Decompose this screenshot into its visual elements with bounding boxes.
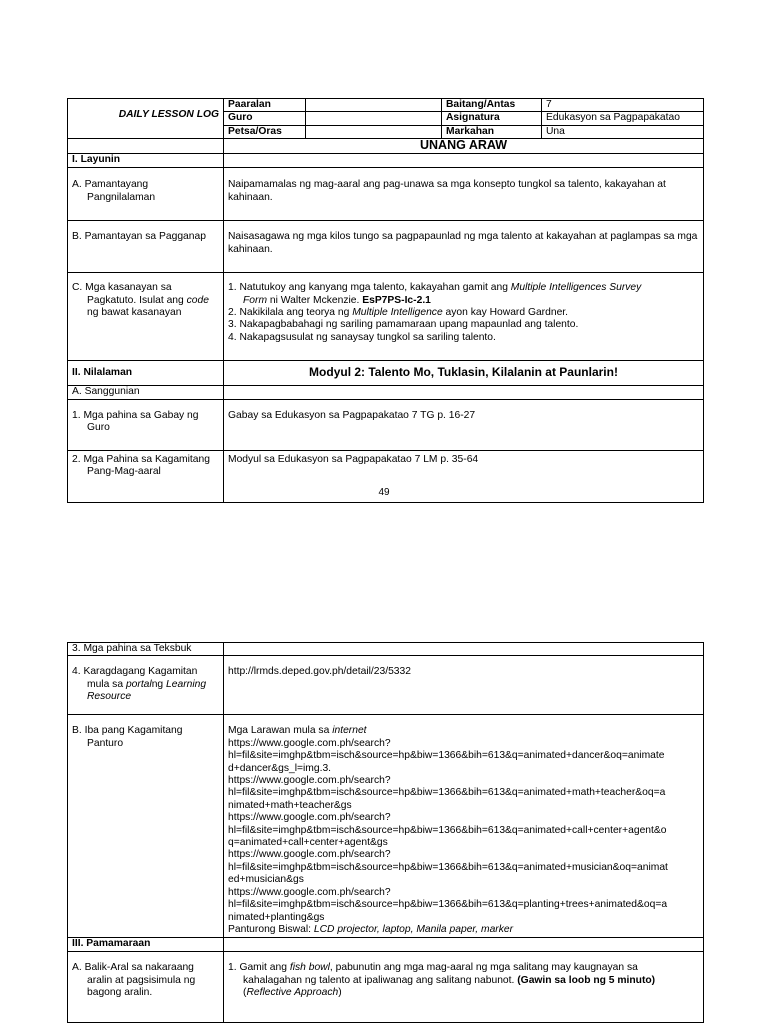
- iba-pang-kagamitan-content: Mga Larawan mula sa internet https://www.google.com.ph/search? hl=fil&site=imghp&tbm=isch&source=hp&biw=1366&bih=613&q=animated+dancer&oq=animate d+dancer&gs_l=img.3. https://www.google.com.ph/search? hl=fil&site=imghp&tbm=isch&source=hp&biw=1366&bih=613&q=animated+math+teacher&oq=a nimated+math+teacher&gs https://www.google.com.ph/search? hl=fil&site=imghp&tbm=isch&source=hp&biw=1366&bih=613&q=animated+call+center+agent&o q=animated+call+center+agent&gs https://www.google.com.ph/search? hl=fil&site=imghp&tbm=isch&source=hp&biw=1366&bih=613&q=animated+musician&oq=animat ed+musician&gs https://www.google.com.ph/search? hl=fil&site=imghp&tbm=isch&source=hp&biw=1366&bih=613&q=planting+trees+animated&oq=a nimated+planting&gs Panturong Biswal: LCD projector, laptop, Manila paper, marker: [224, 715, 704, 938]
- sanggunian-heading: A. Sanggunian: [68, 386, 224, 399]
- kasanayan-list: 1. Natutukoy ang kanyang mga talento, kakayahan gamit ang Multiple Intelligences Survey Form ni Walter Mckenzie. EsP7PS-Ic-2.1 2. Nakikilala ang teorya ng Multiple Intelligence ayon kay Howard Gardner. 3. Nakapagbabahagi ng sariling pamamaraan upang mapaunlad ang talento. 4. Nakapagsusulat ng sanaysay tungkol sa sariling talento.: [224, 273, 704, 361]
- link-line[interactable]: https://www.google.com.ph/search?: [228, 886, 391, 898]
- link-line[interactable]: ed+musician&gs: [228, 874, 304, 886]
- page-number: 49: [378, 487, 390, 498]
- link-line[interactable]: q=animated+call+center+agent&gs: [228, 837, 388, 849]
- baitang-value: 7: [542, 99, 704, 112]
- link-line[interactable]: hl=fil&site=imghp&tbm=isch&source=hp&biw=1366&bih=613&q=animated+math+teacher&oq=a: [228, 787, 666, 799]
- gabay-guro-text: Gabay sa Edukasyon sa Pagpapakatao 7 TG p. 16-27: [224, 399, 704, 450]
- link-line[interactable]: hl=fil&site=imghp&tbm=isch&source=hp&biw=1366&bih=613&q=animated+call+center+agent&o: [228, 824, 667, 836]
- paaralan-value: [306, 99, 442, 112]
- markahan-value: Una: [542, 125, 704, 138]
- daily-lesson-log-title: DAILY LESSON LOG: [68, 99, 224, 139]
- guro-value: [306, 112, 442, 125]
- petsa-value: [306, 125, 442, 138]
- pamantayang-text: Naipamamalas ng mag-aaral ang pag-unawa sa mga konsepto tungkol sa talento, kakayahan at kahinaan.: [224, 168, 704, 221]
- baitang-label: Baitang/Antas: [442, 99, 542, 112]
- pamantayang-label: A. Pamantayang Pangnilalaman: [68, 168, 224, 221]
- link-line[interactable]: nimated+planting&gs: [228, 911, 325, 923]
- link-line[interactable]: https://www.google.com.ph/search?: [228, 775, 391, 787]
- paaralan-label: Paaralan: [224, 99, 306, 112]
- guro-label: Guro: [224, 112, 306, 125]
- kagamitang-mag-aaral-text: Modyul sa Edukasyon sa Pagpapakatao 7 LM p. 35-64: [224, 450, 704, 502]
- layunin-heading: I. Layunin: [68, 154, 224, 168]
- teksbuk-label: 3. Mga pahina sa Teksbuk: [68, 643, 224, 656]
- iba-pang-kagamitan-label: B. Iba pang Kagamitang Panturo: [68, 715, 224, 938]
- link-line[interactable]: nimated+math+teacher&gs: [228, 799, 352, 811]
- pamamaraan-heading: III. Pamamaraan: [68, 938, 224, 952]
- balik-aral-text: 1. Gamit ang fish bowl, pabunutin ang mga mag-aaral ng mga salitang may kaugnayan sa kahalagahan ng talento at ipaliwanag ang salitang nabunot. (Gawin sa loob ng 5 minuto) (Reflective Approach): [224, 952, 704, 1023]
- link-line[interactable]: hl=fil&site=imghp&tbm=isch&source=hp&biw=1366&bih=613&q=animated+musician&oq=animat: [228, 861, 668, 873]
- karagdagang-label: 4. Karagdagang Kagamitan mula sa portalng Learning Resource: [68, 656, 224, 715]
- link-line[interactable]: https://www.google.com.ph/search?: [228, 812, 391, 824]
- link-line[interactable]: https://www.google.com.ph/search?: [228, 737, 391, 749]
- link-line[interactable]: d+dancer&gs_l=img.3.: [228, 762, 332, 774]
- link-line[interactable]: hl=fil&site=imghp&tbm=isch&source=hp&biw=1366&bih=613&q=planting+trees+animated&oq=a: [228, 899, 668, 911]
- lesson-log-table-page2: [67, 642, 704, 1023]
- gabay-guro-label: 1. Mga pahina sa Gabay ng Guro: [68, 399, 224, 450]
- day-heading: UNANG ARAW: [224, 139, 704, 154]
- day-blank: [68, 139, 224, 154]
- pagganap-label: B. Pamantayan sa Pagganap: [68, 221, 224, 273]
- lrmds-link[interactable]: http://lrmds.deped.gov.ph/detail/23/5332: [224, 656, 704, 715]
- nilalaman-heading: II. Nilalaman: [68, 361, 224, 386]
- kasanayan-label: C. Mga kasanayan sa Pagkatuto. Isulat ang code ng bawat kasanayan: [68, 273, 224, 361]
- asignatura-value: Edukasyon sa Pagpapakatao: [542, 112, 704, 125]
- asignatura-label: Asignatura: [442, 112, 542, 125]
- link-line[interactable]: hl=fil&site=imghp&tbm=isch&source=hp&biw=1366&bih=613&q=animated+dancer&oq=animate: [228, 750, 665, 762]
- balik-aral-label: A. Balik-Aral sa nakaraang aralin at pagsisimula ng bagong aralin.: [68, 952, 224, 1023]
- kagamitang-mag-aaral-label: 2. Mga Pahina sa Kagamitang Pang-Mag-aaral: [68, 450, 224, 502]
- petsa-label: Petsa/Oras: [224, 125, 306, 138]
- image-links: [228, 738, 699, 924]
- lesson-log-table-page1: [67, 98, 704, 503]
- pagganap-text: Naisasagawa ng mga kilos tungo sa pagpapaunlad ng mga talento at kakayahan at paglampas sa mga kahinaan.: [224, 221, 704, 273]
- modyul-title: Modyul 2: Talento Mo, Tuklasin, Kilalanin at Paunlarin!: [224, 361, 704, 386]
- link-line[interactable]: https://www.google.com.ph/search?: [228, 849, 391, 861]
- markahan-label: Markahan: [442, 125, 542, 138]
